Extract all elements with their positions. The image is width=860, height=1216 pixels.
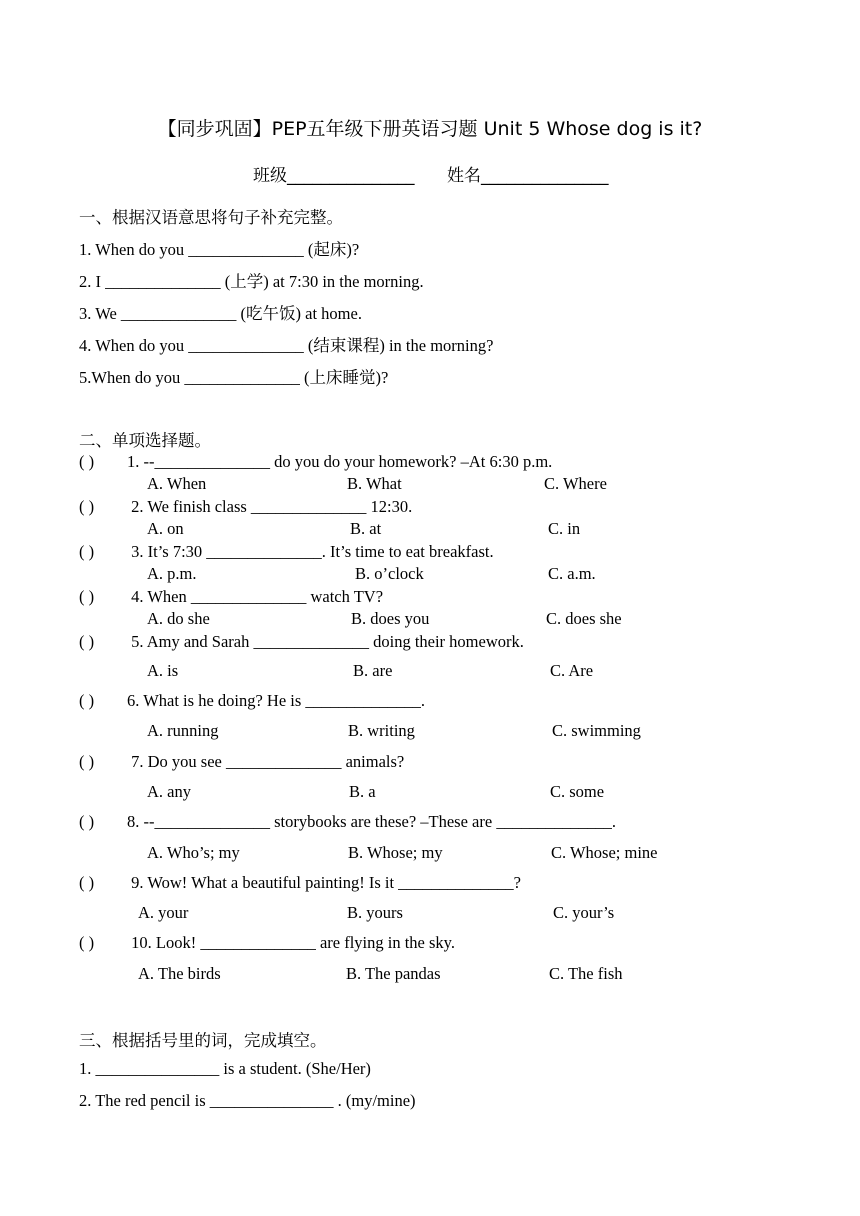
answer-paren: ( ) xyxy=(79,812,95,831)
section3-item: 1. _______________ is a student. (She/Her) xyxy=(79,1059,371,1078)
answer-paren: ( ) xyxy=(79,933,95,952)
option-c: C. does she xyxy=(546,609,622,628)
question-text: 8. --______________ storybooks are these? –These are ______________. xyxy=(127,812,616,831)
option-c: C. The fish xyxy=(549,964,623,983)
option-b: B. a xyxy=(349,782,376,801)
answer-paren: ( ) xyxy=(79,587,95,606)
question-row xyxy=(79,452,552,472)
question-row xyxy=(79,691,425,711)
option-c: C. a.m. xyxy=(548,564,596,583)
option-b: B. at xyxy=(350,519,382,538)
section1-heading: 一、根据汉语意思将句子补充完整。 xyxy=(79,208,343,227)
option-b: B. The pandas xyxy=(346,964,441,983)
option-b: B. What xyxy=(347,474,402,493)
option-c: C. Whose; mine xyxy=(551,843,658,862)
option-c: C. Are xyxy=(550,661,594,680)
question-row xyxy=(79,873,521,893)
question-row xyxy=(79,587,383,607)
option-a: A. running xyxy=(147,721,219,740)
answer-paren: ( ) xyxy=(79,691,95,710)
question-text: 2. We finish class ______________ 12:30. xyxy=(127,497,413,516)
section1-item: 1. When do you ______________ (起床)? xyxy=(79,240,360,259)
question-text: 7. Do you see ______________ animals? xyxy=(127,752,405,771)
section1-item: 2. I ______________ (上学) at 7:30 in the morning. xyxy=(79,272,424,291)
answer-paren: ( ) xyxy=(79,542,95,561)
question-text: 4. When ______________ watch TV? xyxy=(127,587,384,606)
option-a: A. do she xyxy=(147,609,210,628)
question-text: 5. Amy and Sarah ______________ doing their homework. xyxy=(127,632,524,651)
name-field: 姓名_______________ xyxy=(447,166,609,186)
option-a: A. Who’s; my xyxy=(147,843,240,862)
option-c: C. some xyxy=(550,782,605,801)
option-a: A. The birds xyxy=(138,964,221,983)
option-b: B. does you xyxy=(351,609,430,628)
option-b: B. yours xyxy=(347,903,403,922)
question-text: 6. What is he doing? He is ______________. xyxy=(127,691,426,710)
section1-item: 3. We ______________ (吃午饭) at home. xyxy=(79,304,362,323)
answer-paren: ( ) xyxy=(79,632,95,651)
option-c: C. your’s xyxy=(553,903,615,922)
option-c: C. swimming xyxy=(552,721,641,740)
answer-paren: ( ) xyxy=(79,873,95,892)
answer-paren: ( ) xyxy=(79,752,95,771)
section3-heading: 三、根据括号里的词，完成填空。 xyxy=(79,1031,327,1050)
question-row xyxy=(79,752,404,772)
class-field: 班级_______________ xyxy=(253,166,415,186)
section1-item: 4. When do you ______________ (结束课程) in the morning? xyxy=(79,336,494,355)
question-text: 3. It’s 7:30 ______________. It’s time to eat breakfast. xyxy=(127,542,494,561)
section2-heading: 二、单项选择题。 xyxy=(79,431,211,450)
option-a: A. When xyxy=(147,474,207,493)
question-row xyxy=(79,632,524,652)
question-row xyxy=(79,497,412,517)
question-text: 10. Look! ______________ are flying in the sky. xyxy=(127,933,455,952)
option-a: A. p.m. xyxy=(147,564,197,583)
option-b: B. o’clock xyxy=(355,564,424,583)
option-b: B. Whose; my xyxy=(348,843,443,862)
question-row xyxy=(79,542,494,562)
answer-paren: ( ) xyxy=(79,497,95,516)
option-a: A. on xyxy=(147,519,184,538)
question-text: 9. Wow! What a beautiful painting! Is it ______________? xyxy=(127,873,521,892)
question-row xyxy=(79,812,616,832)
option-c: C. in xyxy=(548,519,581,538)
answer-paren: ( ) xyxy=(79,452,95,471)
option-a: A. is xyxy=(147,661,179,680)
question-text: 1. --______________ do you do your homework? –At 6:30 p.m. xyxy=(127,452,553,471)
option-b: B. are xyxy=(353,661,393,680)
option-b: B. writing xyxy=(348,721,415,740)
section1-item: 5.When do you ______________ (上床睡觉)? xyxy=(79,368,389,387)
section3-item: 2. The red pencil is _______________ . (my/mine) xyxy=(79,1091,416,1110)
option-c: C. Where xyxy=(544,474,607,493)
option-a: A. any xyxy=(147,782,191,801)
option-a: A. your xyxy=(138,903,189,922)
question-row xyxy=(79,933,455,953)
worksheet-title: 【同步巩固】PEP五年级下册英语习题 Unit 5 Whose dog is it? xyxy=(157,118,703,140)
